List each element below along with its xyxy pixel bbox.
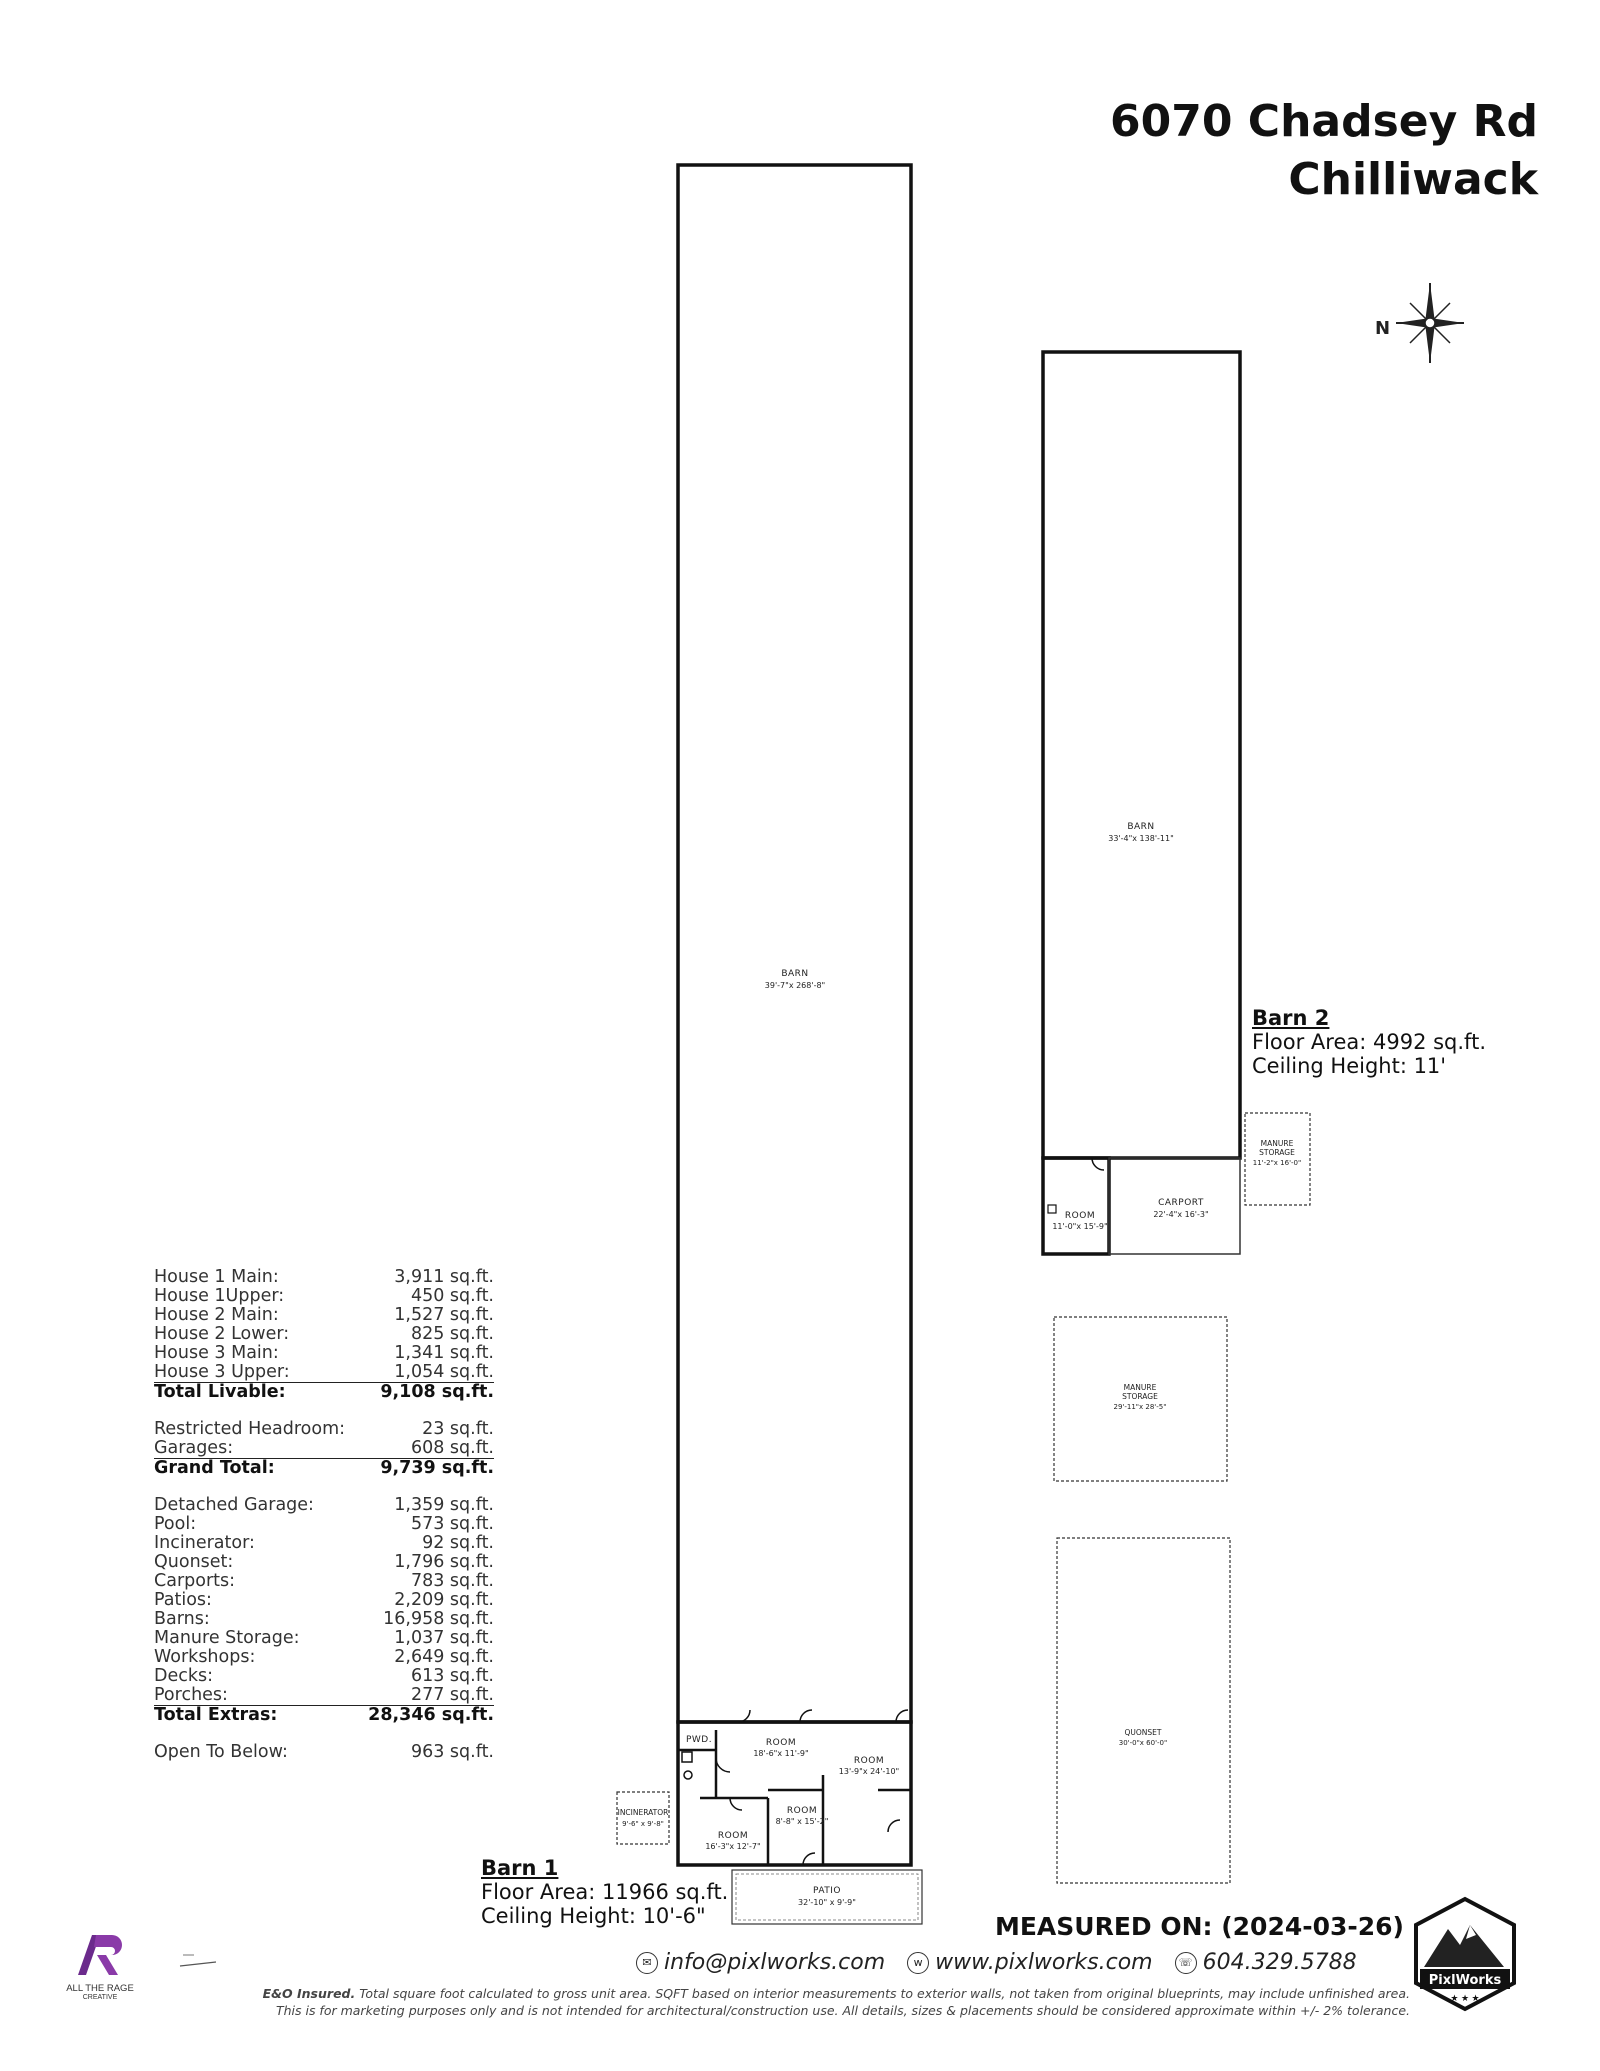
compass-icon	[1375, 283, 1464, 363]
manure-small-dim: 11'-2"x 16'-0"	[1252, 1159, 1302, 1167]
barn2-floor-area: Floor Area: 4992 sq.ft.	[1252, 1030, 1486, 1054]
barn1-room-a-label: ROOM	[765, 1738, 797, 1748]
area-row: Porches: 277 sq.ft.	[154, 1685, 494, 1705]
area-row: Decks: 613 sq.ft.	[154, 1666, 494, 1686]
area-row: House 1Upper: 450 sq.ft.	[154, 1286, 494, 1306]
manure-small-label2: STORAGE	[1259, 1148, 1295, 1157]
manure-large-dim: 29'-11"x 28'-5"	[1113, 1403, 1167, 1411]
area-total-livable: Total Livable: 9,108 sq.ft.	[154, 1382, 494, 1402]
manure-small-label1: MANURE	[1260, 1139, 1294, 1148]
pixlworks-logo	[1410, 1895, 1520, 2015]
patio-label: PATIO	[812, 1886, 842, 1896]
area-grand-total: Grand Total: 9,739 sq.ft.	[154, 1458, 494, 1478]
area-row: House 2 Main: 1,527 sq.ft.	[154, 1305, 494, 1325]
area-row: House 3 Upper: 1,054 sq.ft.	[154, 1362, 494, 1382]
area-row: House 1 Main: 3,911 sq.ft.	[154, 1267, 494, 1287]
barn2-room-dim: 11'-0"x 15'-9"	[1052, 1222, 1108, 1231]
area-row: House 3 Main: 1,341 sq.ft.	[154, 1343, 494, 1363]
quonset-label: QUONSET	[1124, 1728, 1162, 1737]
barn1-label: BARN	[781, 969, 809, 979]
area-row: Restricted Headroom: 23 sq.ft.	[154, 1419, 494, 1439]
contact-bar	[636, 1950, 1357, 1975]
barn1-heading: Barn 1	[481, 1856, 559, 1880]
barn1-floor-area: Floor Area: 11966 sq.ft.	[481, 1880, 729, 1904]
address-street: 6070 Chadsey Rd	[1110, 96, 1538, 147]
barn1-info	[481, 1856, 728, 1928]
area-row: Incinerator: 92 sq.ft.	[154, 1533, 494, 1553]
barn2-heading: Barn 2	[1252, 1006, 1330, 1030]
contact-email[interactable]: ✉ info@pixlworks.com	[636, 1950, 885, 1975]
area-row: Pool: 573 sq.ft.	[154, 1514, 494, 1534]
barn2-info	[1252, 1006, 1486, 1078]
svg-text:PixlWorks: PixlWorks	[1428, 1973, 1502, 1988]
area-row: Workshops: 2,649 sq.ft.	[154, 1647, 494, 1667]
barn1-pwd-label: PWD.	[685, 1735, 713, 1745]
barn2-label: BARN	[1127, 822, 1155, 832]
barn1-room-a-dim: 18'-6"x 11'-9"	[753, 1749, 809, 1758]
barn1-room-c-dim: 8'-8" x 15'-2"	[775, 1817, 829, 1826]
patio	[732, 1870, 922, 1924]
barn1-room-d-dim: 16'-3"x 12'-7"	[705, 1842, 761, 1851]
incinerator	[617, 1792, 669, 1844]
area-row: Quonset: 1,796 sq.ft.	[154, 1552, 494, 1572]
area-summary	[154, 1268, 494, 1762]
barn2-ceiling-height: Ceiling Height: 11'	[1252, 1054, 1447, 1078]
barn1-dim: 39'-7"x 268'-8"	[764, 981, 826, 990]
scale-bar	[180, 1955, 216, 1966]
barn2-room	[1043, 1158, 1109, 1254]
patio-dim: 32'-10" x 9'-9"	[798, 1898, 856, 1907]
rage-logo-icon	[70, 1930, 130, 1980]
area-row: Barns: 16,958 sq.ft.	[154, 1609, 494, 1629]
barn1-room-c-label: ROOM	[786, 1806, 818, 1816]
quonset-dim: 30'-0"x 60'-0"	[1118, 1739, 1168, 1747]
contact-web[interactable]: w www.pixlworks.com	[907, 1950, 1152, 1975]
barn1-ceiling-height: Ceiling Height: 10'-6"	[481, 1904, 706, 1928]
web-icon: w	[907, 1952, 929, 1974]
compass-north-label: N	[1375, 318, 1391, 339]
quonset	[1057, 1538, 1230, 1883]
barn1-main-room	[678, 165, 911, 1722]
area-row: Carports: 783 sq.ft.	[154, 1571, 494, 1591]
phone-icon: ☏	[1175, 1952, 1197, 1974]
area-total-extras: Total Extras: 28,346 sq.ft.	[154, 1705, 494, 1725]
manure-large-label2: STORAGE	[1122, 1392, 1158, 1401]
barn2-room-label: ROOM	[1064, 1211, 1096, 1221]
area-row: Garages: 608 sq.ft.	[154, 1438, 494, 1458]
barn1-room-b-dim: 13'-9"x 24'-10"	[838, 1767, 900, 1776]
incinerator-dim: 9'-6" x 9'-8"	[622, 1820, 664, 1828]
email-icon: ✉	[636, 1952, 658, 1974]
svg-text:★ ★ ★: ★ ★ ★	[1450, 1993, 1480, 2003]
all-the-rage-logo: ALL THE RAGE CREATIVE	[60, 1930, 140, 2001]
barn1-room-b-label: ROOM	[853, 1756, 885, 1766]
contact-phone[interactable]: ☏ 604.329.5788	[1175, 1950, 1357, 1975]
area-row: Detached Garage: 1,359 sq.ft.	[154, 1495, 494, 1515]
address-city: Chilliwack	[1288, 154, 1538, 205]
area-row: Patios: 2,209 sq.ft.	[154, 1590, 494, 1610]
barn1-room-d-label: ROOM	[717, 1831, 749, 1841]
incinerator-label: INCINERATOR	[617, 1808, 669, 1817]
carport-label: CARPORT	[1158, 1198, 1204, 1208]
barn2-main-room	[1043, 352, 1240, 1158]
area-row: Manure Storage: 1,037 sq.ft.	[154, 1628, 494, 1648]
measured-date: MEASURED ON: (2024-03-26)	[994, 1912, 1404, 1941]
carport-dim: 22'-4"x 16'-3"	[1153, 1210, 1209, 1219]
disclaimer: E&O Insured. Total square foot calculated to gross unit area. SQFT based on interior measurements to exterior walls, not taken from original blueprints, may include unfinished area. This is for marketing purposes only and is not intended for architectural/construction use. All details, sizes & placements should be considered approximate within +/- 2% tolerance.	[262, 1986, 1410, 2018]
barn2-dim: 33'-4"x 138'-11"	[1108, 834, 1174, 843]
area-row: House 2 Lower: 825 sq.ft.	[154, 1324, 494, 1344]
area-row: Open To Below: 963 sq.ft.	[154, 1742, 494, 1762]
manure-large-label1: MANURE	[1123, 1383, 1157, 1392]
